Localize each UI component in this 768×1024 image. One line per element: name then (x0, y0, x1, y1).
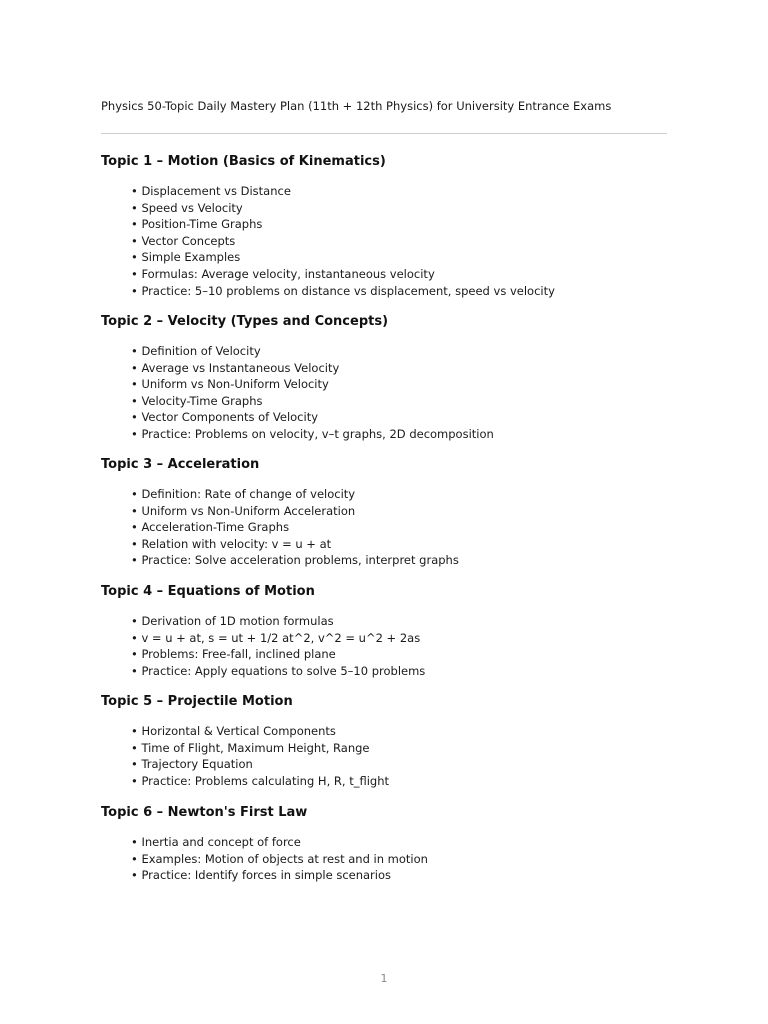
topic-5-title: Topic 5 – Projectile Motion (101, 694, 293, 709)
topic-4-list (131, 613, 425, 679)
list-item: • Horizontal & Vertical Components (131, 724, 336, 738)
list-item: • Practice: 5–10 problems on distance vs displacement, speed vs velocity (131, 283, 555, 298)
list-item: • Average vs Instantaneous Velocity (131, 360, 340, 375)
list-item: • Vector Concepts (131, 233, 236, 248)
list-item: • Uniform vs Non-Uniform Velocity (131, 377, 329, 392)
list-item: • Definition: Rate of change of velocity (131, 487, 356, 501)
list-item: • Velocity-Time Graphs (131, 393, 263, 408)
topic-1-title: Topic 1 – Motion (Basics of Kinematics) (101, 154, 386, 169)
list-item: • Practice: Problems on velocity, v–t graphs, 2D decomposition (131, 426, 494, 441)
list-item: • Definition of Velocity (131, 344, 261, 358)
topic-2-list (131, 343, 494, 443)
page-header: Physics 50-Topic Daily Mastery Plan (11th + 12th Physics) for University Entrance Exams (101, 99, 612, 113)
topic-2-title: Topic 2 – Velocity (Types and Concepts) (101, 314, 389, 329)
list-item: • Simple Examples (131, 250, 241, 265)
list-item: • Displacement vs Distance (131, 184, 291, 198)
list-item: • Practice: Solve acceleration problems, interpret graphs (131, 553, 459, 568)
topic-6-title: Topic 6 – Newton's First Law (101, 805, 308, 820)
header-divider (101, 133, 667, 134)
list-item: • Acceleration-Time Graphs (131, 520, 290, 535)
list-item: • Examples: Motion of objects at rest and in motion (131, 851, 428, 866)
list-item: • Trajectory Equation (131, 757, 253, 772)
topic-3-list (131, 486, 459, 569)
topic-4-title: Topic 4 – Equations of Motion (101, 584, 315, 599)
topic-5-list (131, 723, 389, 789)
list-item: • Uniform vs Non-Uniform Acceleration (131, 503, 356, 518)
list-item: • Time of Flight, Maximum Height, Range (131, 740, 370, 755)
list-item: • Inertia and concept of force (131, 835, 301, 849)
topic-3-title: Topic 3 – Acceleration (101, 457, 260, 472)
list-item: • Practice: Identify forces in simple scenarios (131, 868, 392, 883)
list-item: • Speed vs Velocity (131, 200, 243, 215)
list-item: • Relation with velocity: v = u + at (131, 536, 332, 551)
list-item: • Practice: Apply equations to solve 5–10 problems (131, 663, 426, 678)
list-item: • Derivation of 1D motion formulas (131, 614, 334, 628)
list-item: • Formulas: Average velocity, instantaneous velocity (131, 266, 435, 281)
topic-1-list (131, 183, 555, 299)
list-item: • Problems: Free-fall, inclined plane (131, 647, 336, 662)
topic-6-list (131, 834, 428, 884)
list-item: • v = u + at, s = ut + 1/2 at^2, v^2 = u^2 + 2as (131, 630, 421, 645)
list-item: • Position-Time Graphs (131, 217, 263, 232)
page-number: 1 (380, 972, 388, 985)
list-item: • Practice: Problems calculating H, R, t_flight (131, 773, 389, 788)
list-item: • Vector Components of Velocity (131, 410, 319, 425)
